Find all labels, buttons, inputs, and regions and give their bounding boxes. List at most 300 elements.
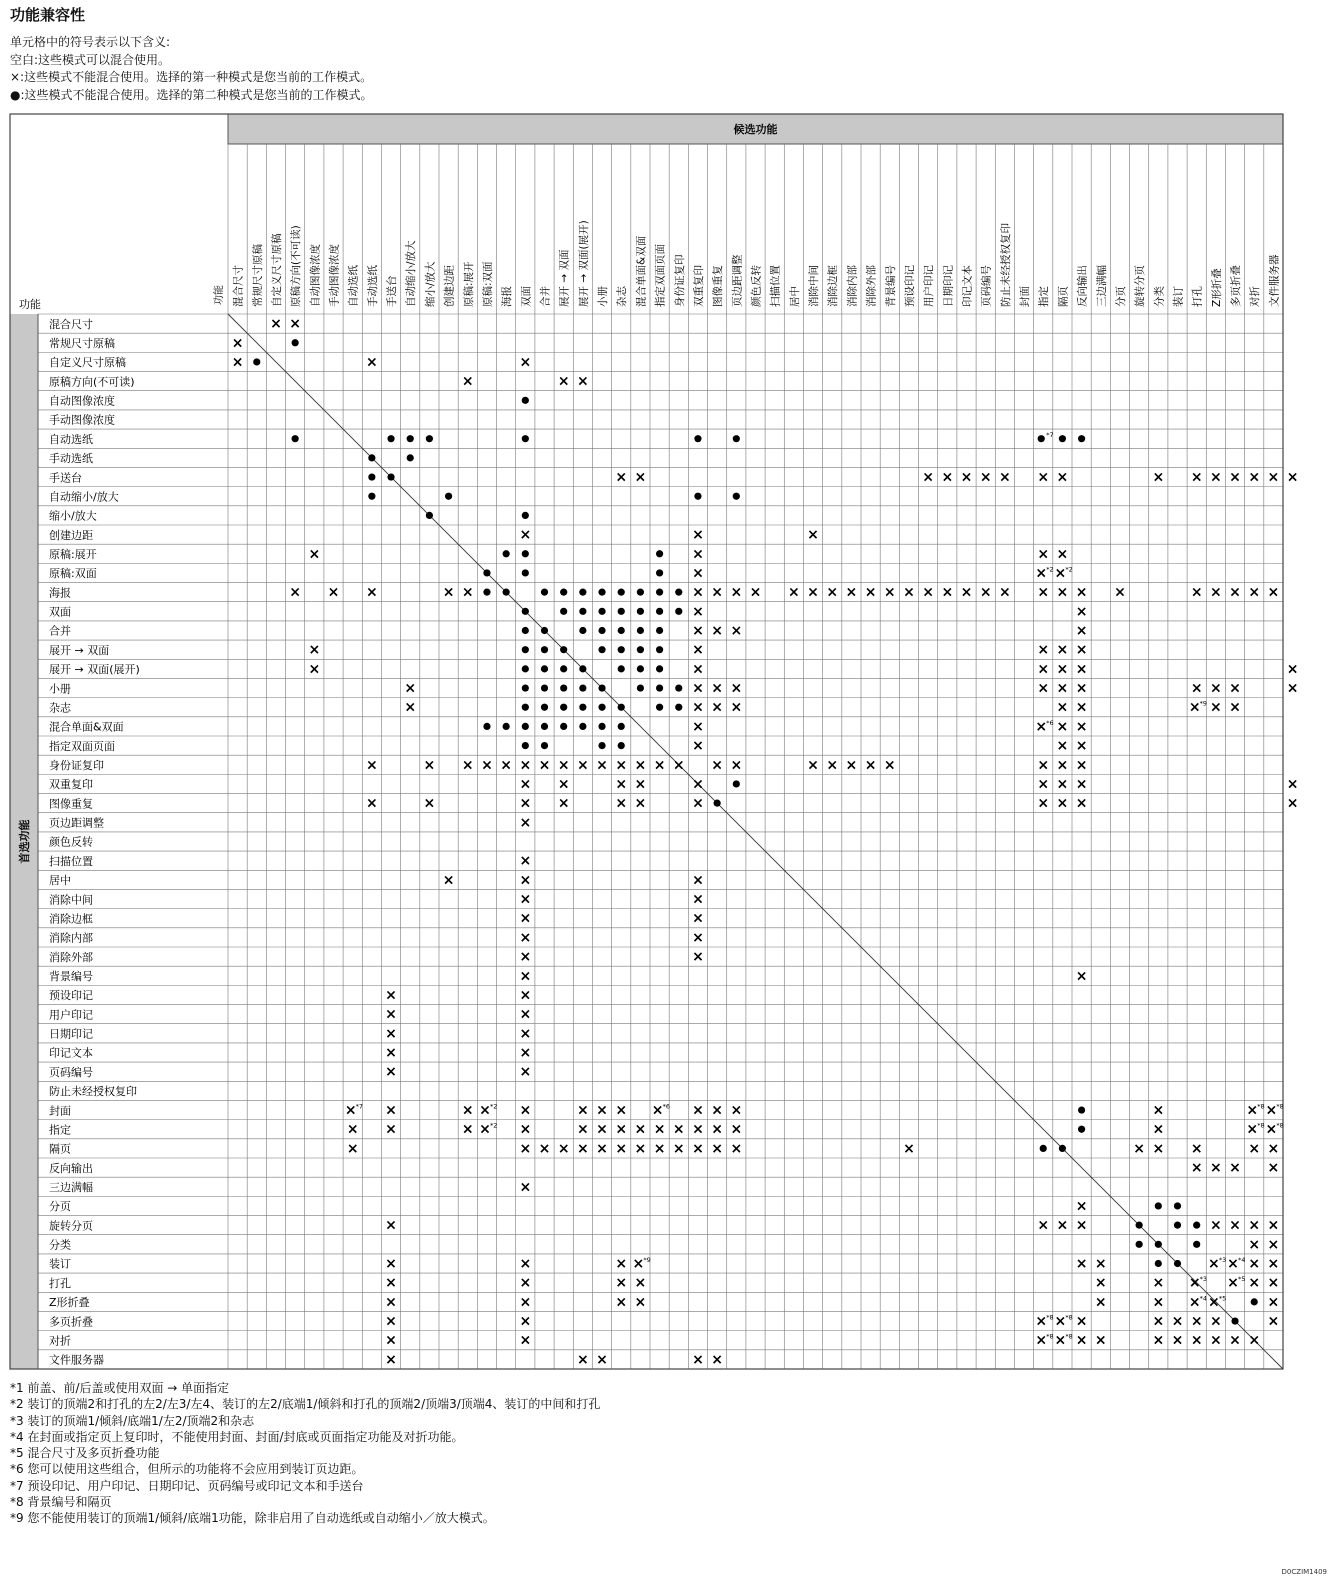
cross-mark: × (1075, 623, 1088, 639)
cross-mark: × (519, 929, 532, 946)
dot-mark (560, 665, 567, 672)
cross-mark: × (634, 776, 647, 793)
footnote-ref: *9 (643, 1256, 651, 1264)
dot-mark (483, 589, 490, 596)
dot-mark (1155, 1202, 1162, 1209)
footnote-ref: *7 (355, 1102, 364, 1111)
cross-mark: × (1037, 584, 1050, 601)
cross-mark: × (385, 1064, 397, 1081)
dot-mark (637, 608, 644, 615)
cross-mark: × (461, 757, 474, 774)
column-label: 自动缩小/放大 (405, 240, 418, 307)
footnote-ref: *8 (1046, 1332, 1054, 1341)
cross-mark: × (634, 1121, 647, 1138)
column-label: 打孔 (1191, 286, 1204, 307)
cross-mark: × (519, 1275, 532, 1292)
cross-mark: × (1075, 1332, 1088, 1349)
column-label: 消除内部 (846, 265, 859, 307)
cross-mark: × (826, 584, 839, 601)
cross-mark: × (1037, 469, 1050, 486)
row-label: 防止未经授权复印 (49, 1085, 137, 1099)
cross-mark: × (1152, 1102, 1165, 1119)
cross-mark: × (423, 757, 436, 774)
cross-mark: × (557, 776, 570, 793)
cross-mark: × (1094, 1294, 1107, 1311)
cross-mark: × (883, 584, 896, 601)
cross-mark: × (576, 1121, 589, 1138)
dot-mark (1059, 1145, 1066, 1152)
cross-mark: × (615, 1140, 628, 1157)
row-label: 常规尺寸原稿 (49, 336, 115, 350)
cross-mark: × (1209, 699, 1222, 716)
cross-mark: × (385, 1006, 397, 1023)
dot-mark (522, 608, 529, 615)
cross-mark: × (519, 1121, 532, 1138)
column-label: 指定 (1038, 286, 1051, 307)
cross-mark: × (1265, 1121, 1278, 1138)
cross-mark: × (1188, 1275, 1201, 1292)
column-label: 页码编号 (980, 265, 993, 307)
row-label: 手送台 (49, 471, 82, 485)
cross-mark: × (308, 642, 321, 659)
cross-mark: × (1056, 795, 1069, 812)
cross-mark: × (1229, 680, 1241, 697)
cross-mark: × (519, 1064, 532, 1081)
dot-mark (522, 550, 529, 557)
row-label: 自动图像浓度 (49, 394, 115, 408)
cross-mark: × (1075, 603, 1088, 620)
cross-mark: × (1056, 680, 1069, 697)
cross-mark: × (730, 699, 743, 716)
cross-mark: × (634, 1294, 647, 1311)
cross-mark: × (1286, 776, 1299, 793)
dot-mark (522, 569, 529, 576)
cross-mark: × (692, 1121, 704, 1138)
cross-mark: × (1267, 1294, 1280, 1311)
row-label: 双重复印 (49, 778, 93, 792)
dot-mark (637, 589, 644, 596)
cross-mark: × (346, 1121, 359, 1138)
cross-mark: × (653, 1121, 666, 1138)
cross-mark: × (1075, 680, 1088, 697)
column-label: 小册 (597, 286, 610, 307)
cross-mark: × (519, 1313, 532, 1330)
dot-mark (1174, 1202, 1181, 1209)
dot-mark (368, 473, 375, 480)
cross-mark: × (998, 584, 1011, 601)
footnote-ref: *7 (1046, 431, 1054, 440)
cross-mark: × (903, 584, 915, 601)
cross-mark: × (634, 757, 647, 774)
dot-mark (483, 723, 490, 730)
cross-mark: × (479, 1121, 491, 1138)
row-label: 自动选纸 (49, 432, 93, 446)
cross-mark: × (519, 1045, 532, 1061)
cross-mark: × (1037, 757, 1050, 774)
column-label: 扫描位置 (769, 265, 782, 307)
cross-mark: × (1229, 469, 1241, 486)
dot-mark (675, 608, 682, 615)
column-label: 居中 (788, 286, 801, 307)
cross-mark: × (1209, 584, 1222, 601)
row-label: 旋转分页 (49, 1219, 93, 1233)
cross-mark: × (519, 527, 532, 544)
dot-mark (541, 723, 548, 730)
cross-mark: × (730, 680, 743, 697)
footnote: *5 混合尺寸及多页折叠功能 (10, 1446, 160, 1461)
function-corner-label: 功能 (19, 298, 41, 311)
dot-mark (522, 665, 529, 672)
cross-mark: × (1209, 1332, 1222, 1349)
dot-mark (598, 589, 605, 596)
dot-mark (675, 684, 682, 691)
cross-mark: × (787, 584, 800, 601)
cross-mark: × (365, 584, 378, 601)
column-label: 装订 (1172, 286, 1185, 307)
cross-mark: × (461, 584, 474, 601)
cross-mark: × (1209, 1313, 1222, 1330)
cross-mark: × (1190, 1313, 1203, 1330)
dot-mark (579, 723, 586, 730)
row-label: 预设印记 (49, 989, 93, 1003)
column-label: 杂志 (616, 286, 629, 307)
footnote: *2 装订的顶端2和打孔的左2/左3/左4、装订的左2/底端1/倾斜和打孔的顶端2/顶端3/顶端4、装订的中间和打孔 (10, 1397, 601, 1412)
column-label: 自动图像浓度 (309, 244, 322, 307)
column-label: 手动图像浓度 (328, 244, 341, 307)
cross-mark: × (692, 1140, 704, 1157)
footnote-ref: *8 (1065, 1332, 1073, 1341)
cross-mark: × (692, 776, 704, 793)
cross-mark: × (519, 1294, 532, 1311)
cross-mark: × (231, 354, 244, 371)
footnote-ref: *2 (1065, 565, 1073, 574)
row-label: 原稿:双面 (49, 567, 97, 581)
row-label: 页边距调整 (49, 816, 104, 830)
cross-mark: × (1209, 469, 1222, 486)
cross-mark: × (692, 565, 704, 582)
cross-mark: × (1056, 584, 1069, 601)
dot-mark (1078, 435, 1085, 442)
row-label: 自定义尺寸原稿 (49, 356, 126, 370)
cross-mark: × (653, 1140, 666, 1157)
cross-mark: × (692, 661, 704, 678)
cross-mark: × (385, 1256, 397, 1272)
row-label: 小册 (49, 682, 71, 696)
cross-mark: × (672, 757, 685, 774)
cross-mark: × (730, 1121, 743, 1138)
dot-mark (522, 742, 529, 749)
row-label: 创建边距 (49, 528, 93, 542)
column-label: 消除中间 (808, 265, 821, 307)
dot-mark (656, 550, 663, 557)
column-label: 旋转分页 (1134, 265, 1147, 307)
dot-mark (618, 589, 625, 596)
cross-mark: × (615, 1275, 628, 1292)
footnote-ref: *2 (1046, 565, 1054, 574)
column-label: 预设印记 (903, 265, 916, 307)
cross-mark: × (1229, 1217, 1241, 1234)
cross-mark: × (461, 373, 474, 390)
cross-mark: × (711, 680, 724, 697)
column-label: 分页 (1114, 286, 1127, 307)
cross-mark: × (692, 929, 704, 946)
row-label: 海报 (49, 586, 71, 600)
dot-mark (541, 627, 548, 634)
dot-mark (560, 608, 567, 615)
cross-mark: × (557, 373, 570, 390)
cross-mark: × (1075, 1198, 1088, 1215)
dot-mark (598, 742, 605, 749)
cross-mark: × (1035, 1313, 1048, 1330)
column-label: 缩小/放大 (424, 261, 437, 307)
cross-mark: × (1075, 738, 1088, 755)
dot-mark (407, 454, 414, 461)
page-title: 功能兼容性 (10, 6, 86, 24)
document-id: D0CZIM1409 (1281, 1568, 1327, 1576)
row-label: 混合尺寸 (49, 317, 93, 331)
cross-mark: × (1037, 661, 1050, 678)
cross-mark: × (1056, 1217, 1069, 1234)
column-label: 双重复印 (692, 265, 705, 307)
dot-mark (637, 646, 644, 653)
cross-mark: × (615, 1256, 628, 1272)
cross-mark: × (864, 757, 877, 774)
cross-mark: × (519, 814, 532, 831)
dot-mark (656, 569, 663, 576)
cross-mark: × (404, 680, 417, 697)
legend-intro: 单元格中的符号表示以下含义: (10, 35, 171, 49)
column-label: 印记文本 (961, 265, 974, 307)
cross-mark: × (1188, 699, 1201, 716)
dot-mark (522, 397, 529, 404)
cross-mark: × (519, 872, 532, 889)
column-label: 多页折叠 (1230, 265, 1243, 307)
cross-mark: × (461, 1121, 474, 1138)
cross-mark: × (979, 584, 992, 601)
footnote: *7 预设印记、用户印记、日期印记、页码编号或印记文本和手送台 (10, 1478, 364, 1493)
cross-mark: × (1037, 680, 1050, 697)
dot-mark (733, 780, 740, 787)
cross-mark: × (1054, 1332, 1067, 1349)
cross-mark: × (1094, 1275, 1107, 1292)
dot-mark (1155, 1260, 1162, 1267)
cross-mark: × (365, 795, 378, 812)
row-label: 双面 (49, 605, 71, 619)
row-label: 分类 (49, 1238, 71, 1252)
dot-mark (656, 589, 663, 596)
column-label: 常规尺寸原稿 (251, 244, 264, 307)
dot-mark (522, 646, 529, 653)
cross-mark: × (1190, 680, 1203, 697)
dot-mark (522, 435, 529, 442)
footnote: *6 您可以使用这些组合，但所示的功能将不会应用到装订页边距。 (10, 1462, 364, 1477)
cross-mark: × (557, 795, 570, 812)
cross-mark: × (519, 910, 532, 927)
cross-mark: × (1152, 1332, 1165, 1349)
footnote-ref: *9 (1199, 699, 1208, 708)
cross-mark: × (519, 949, 532, 966)
column-label: 文件服务器 (1268, 254, 1281, 307)
dot-mark (560, 704, 567, 711)
dot-mark (579, 627, 586, 634)
cross-mark: × (519, 891, 532, 908)
cross-mark: × (730, 623, 743, 639)
cross-mark: × (385, 1351, 397, 1368)
cross-mark: × (692, 584, 704, 601)
cross-mark: × (730, 584, 743, 601)
column-label: 混合单面&双面 (635, 235, 648, 307)
cross-mark: × (1152, 1294, 1165, 1311)
column-label: 海报 (501, 286, 514, 307)
dot-mark (292, 339, 299, 346)
row-label: 合并 (49, 624, 71, 638)
column-label: Z形折叠 (1210, 268, 1223, 307)
cross-mark: × (1035, 565, 1048, 582)
row-label: 隔页 (49, 1142, 71, 1156)
dot-mark (483, 569, 490, 576)
row-label: 日期印记 (49, 1027, 93, 1041)
footnote-ref: *4 (1238, 1256, 1246, 1264)
cross-mark: × (289, 316, 302, 333)
cross-mark: × (519, 987, 532, 1004)
row-label: 用户印记 (49, 1008, 93, 1022)
dot-mark (1193, 1222, 1200, 1229)
column-label: 身份证复印 (673, 254, 686, 307)
cross-mark: × (1152, 1275, 1165, 1292)
cross-mark: × (231, 335, 244, 352)
cross-mark: × (632, 1256, 645, 1272)
cross-mark: × (730, 1102, 743, 1119)
cross-mark: × (1267, 1313, 1280, 1330)
cross-mark: × (615, 1121, 628, 1138)
dot-mark (1136, 1222, 1143, 1229)
cross-mark: × (634, 469, 647, 486)
cross-mark: × (1114, 584, 1126, 601)
cross-mark: × (385, 1102, 397, 1119)
dot-mark (522, 684, 529, 691)
dot-mark (714, 800, 721, 807)
row-label: 印记文本 (49, 1046, 93, 1060)
cross-mark: × (576, 1351, 589, 1368)
cross-mark: × (1246, 1121, 1259, 1138)
cross-mark: × (692, 680, 704, 697)
cross-mark: × (519, 1179, 532, 1196)
cross-mark: × (1054, 565, 1067, 582)
cross-mark: × (1248, 1140, 1261, 1157)
cross-mark: × (749, 584, 762, 601)
dot-mark (637, 627, 644, 634)
cross-mark: × (1056, 738, 1069, 755)
row-label: 消除外部 (49, 950, 93, 964)
footnote-ref: *8 (1257, 1102, 1265, 1111)
cross-mark: × (1209, 680, 1222, 697)
cross-mark: × (1035, 1332, 1048, 1349)
cross-mark: × (404, 699, 417, 716)
cross-mark: × (1229, 1160, 1241, 1177)
footnote: *3 装订的顶端1/倾斜/底端1/左2/顶端2和杂志 (10, 1413, 255, 1428)
cross-mark: × (1094, 1332, 1107, 1349)
cross-mark: × (1229, 584, 1241, 601)
cross-mark: × (596, 757, 608, 774)
column-label: 页边距调整 (731, 254, 744, 307)
cross-mark: × (1207, 1256, 1220, 1272)
cross-mark: × (1075, 699, 1088, 716)
cross-mark: × (615, 1294, 628, 1311)
cross-mark: × (1152, 1140, 1165, 1157)
cross-mark: × (634, 795, 647, 812)
cross-mark: × (1171, 1313, 1184, 1330)
cross-mark: × (1209, 1160, 1222, 1177)
footnote-ref: *6 (662, 1102, 670, 1111)
cross-mark: × (1075, 718, 1088, 735)
cross-mark: × (519, 1025, 532, 1042)
cross-mark: × (692, 949, 704, 966)
cross-mark: × (538, 1140, 551, 1157)
cross-mark: × (596, 1140, 608, 1157)
dot-mark (1174, 1222, 1181, 1229)
cross-mark: × (519, 1006, 532, 1023)
dot-mark (560, 589, 567, 596)
cross-mark: × (998, 469, 1011, 486)
dot-mark (1155, 1241, 1162, 1248)
dot-mark (694, 493, 701, 500)
cross-mark: × (289, 584, 302, 601)
row-label: 原稿方向(不可读) (49, 375, 135, 389)
cross-mark: × (1190, 1332, 1203, 1349)
column-label: 展开 → 双面(展开) (577, 220, 590, 307)
footnote-ref: *8 (1276, 1102, 1284, 1111)
cross-mark: × (692, 738, 704, 755)
dot-mark (387, 473, 394, 480)
cross-mark: × (1190, 584, 1203, 601)
row-label: 缩小/放大 (49, 509, 97, 523)
cross-mark: × (730, 757, 743, 774)
cross-mark: × (519, 354, 532, 371)
dot-mark (426, 435, 433, 442)
row-label: 指定 (49, 1123, 71, 1137)
dot-mark (541, 742, 548, 749)
dot-mark (598, 704, 605, 711)
dot-mark (579, 589, 586, 596)
dot-mark (541, 704, 548, 711)
dot-mark (522, 627, 529, 634)
row-label: 指定双面页面 (49, 739, 115, 753)
dot-mark (1136, 1241, 1143, 1248)
cross-mark: × (500, 757, 513, 774)
row-label: 打孔 (49, 1276, 71, 1290)
cross-mark: × (651, 1102, 664, 1119)
column-label: 指定双面页面 (654, 244, 667, 307)
cross-mark: × (270, 316, 282, 333)
dot-mark (445, 493, 452, 500)
dot-mark (522, 723, 529, 730)
dot-mark (579, 704, 586, 711)
cross-mark: × (1227, 1256, 1239, 1272)
cross-mark: × (1267, 1236, 1280, 1253)
cross-mark: × (557, 1140, 570, 1157)
cross-mark: × (576, 373, 589, 390)
column-label: 对折 (1249, 286, 1262, 307)
dot-mark (618, 646, 625, 653)
cross-mark: × (1267, 584, 1280, 601)
cross-mark: × (596, 1102, 608, 1119)
footnote-ref: *2 (489, 1121, 498, 1130)
cross-mark: × (385, 1217, 397, 1234)
column-label: 隔页 (1057, 286, 1070, 307)
cross-mark: × (711, 699, 724, 716)
footnote-ref: *4 (1199, 1294, 1208, 1303)
cross-mark: × (385, 1121, 397, 1138)
